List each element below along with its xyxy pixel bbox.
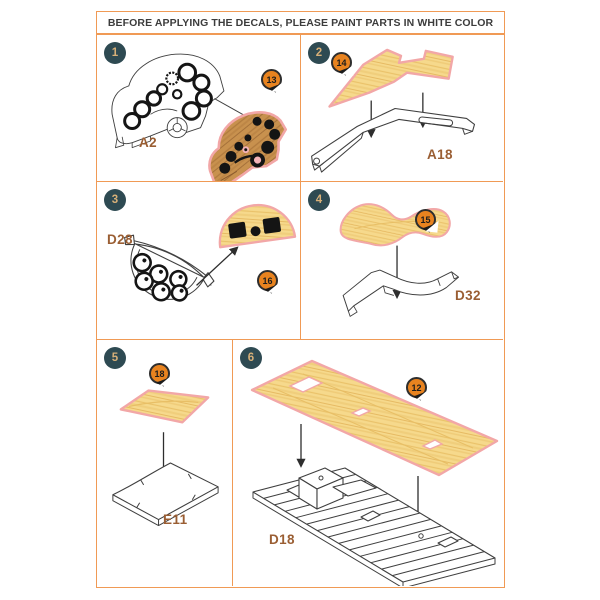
decal-drawing-12 [252,361,497,475]
part-label: D32 [455,288,481,303]
step1-drawing [97,35,300,181]
step-number-badge: 5 [104,347,126,369]
part-label: D18 [269,532,295,547]
step-panel-2 [301,35,503,182]
step6-drawing [233,340,503,586]
part-drawing-d18 [253,468,495,586]
part-label: D28 [107,232,133,247]
part-drawing-a18 [312,108,475,172]
steps-grid [96,34,505,588]
decal-drawing-16 [215,200,295,247]
part-drawing-a2 [112,54,224,148]
step-number-badge: 1 [104,42,126,64]
part-drawing-d32 [343,270,458,316]
step4-drawing [301,182,503,339]
decal-number-badge: 15 [415,209,436,230]
step-number-badge: 2 [308,42,330,64]
decal-number-badge: 12 [406,377,427,398]
step-number-badge: 3 [104,189,126,211]
decal-number-badge: 18 [149,363,170,384]
step-number-badge: 6 [240,347,262,369]
part-label: A2 [139,135,158,150]
decal-number-badge: 16 [257,270,278,291]
step-panel-5 [97,340,233,586]
step-panel-4 [301,182,503,340]
step-panel-1 [97,35,301,182]
step-panel-6 [233,340,503,586]
decal-drawing-13 [199,106,296,181]
paint-instruction-banner: BEFORE APPLYING THE DECALS, PLEASE PAINT PARTS IN WHITE COLOR [96,11,505,34]
decal-number-badge: 13 [261,69,282,90]
part-label: E11 [163,512,188,527]
decal-number-badge: 14 [331,52,352,73]
step-number-badge: 4 [308,189,330,211]
step3-drawing [97,182,300,339]
part-label: A18 [427,147,453,162]
decal-drawing-18 [121,391,208,423]
assembly-arrow [197,248,238,286]
step-panel-3 [97,182,301,340]
